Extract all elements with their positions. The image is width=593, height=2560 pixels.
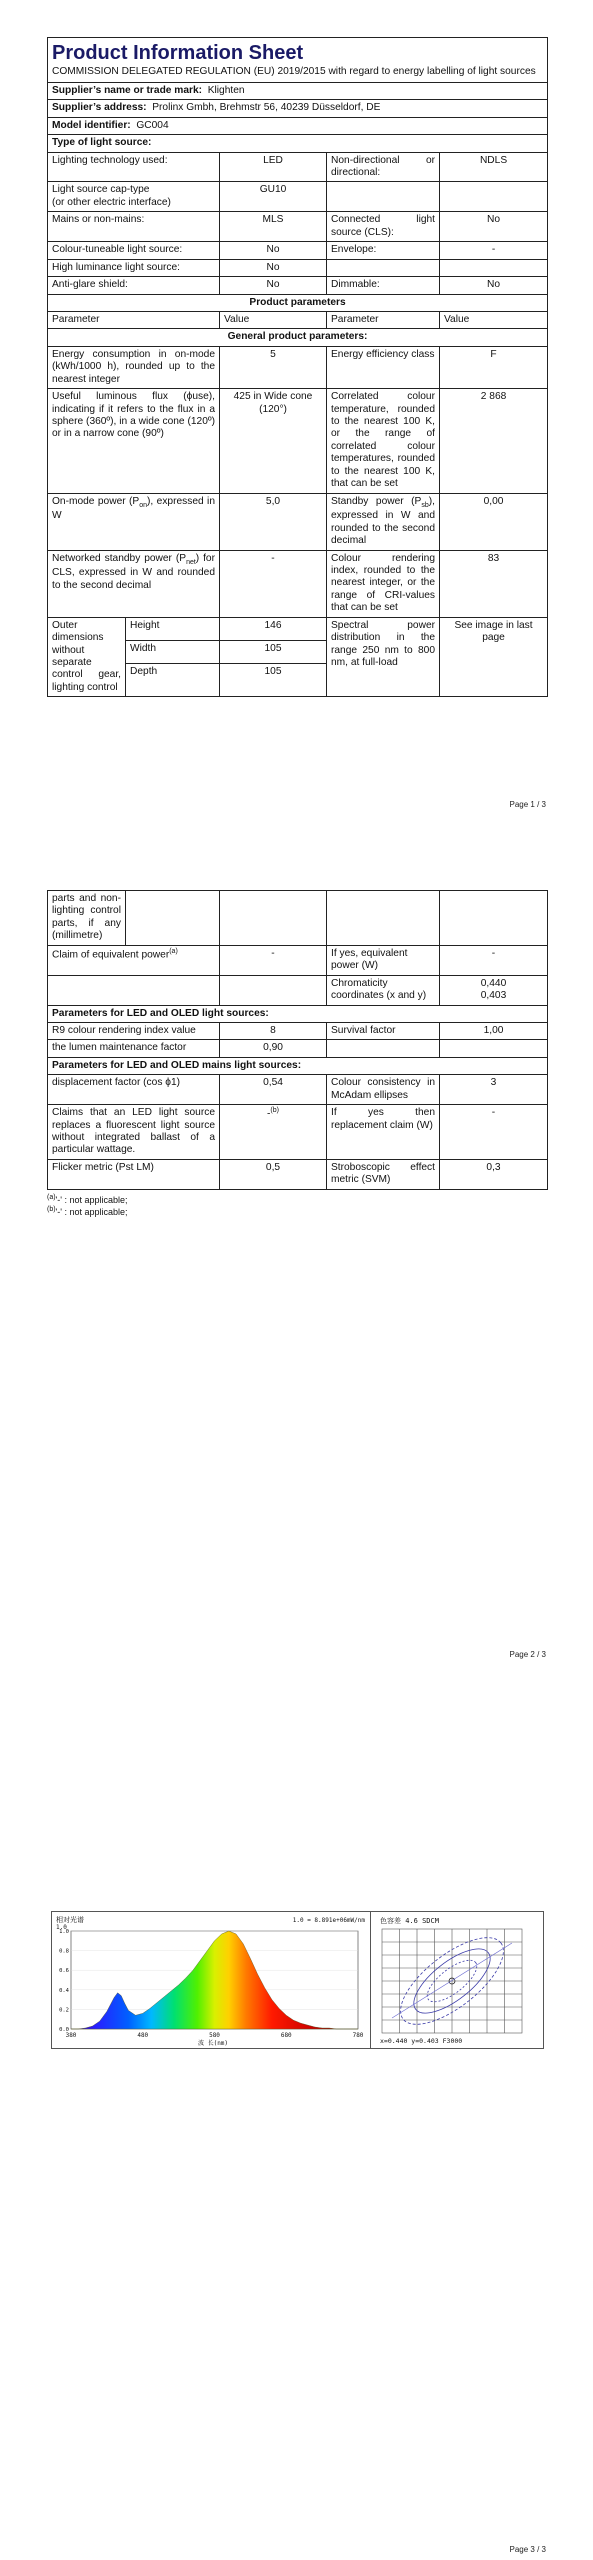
on-mode-power-label xyxy=(48,493,220,550)
spectrum-y-tick-label: 0.6 xyxy=(59,1968,69,1975)
colour-tuneable-label: Colour-tuneable light source: xyxy=(48,242,220,259)
lighting-technology-value: LED xyxy=(220,152,327,182)
info-table-part-1 xyxy=(47,37,548,697)
anti-glare-value: No xyxy=(220,277,327,294)
col-head-parameter-2: Parameter xyxy=(327,311,440,328)
height-label: Height xyxy=(126,617,220,640)
flux-row xyxy=(48,389,548,494)
r9-value: 8 xyxy=(220,1022,327,1039)
energy-consumption-label: Energy consumption in on-mode (kWh/1000 h), rounded up to the nearest integer xyxy=(48,346,220,388)
fluorescent-claim-label: Claims that an LED light source replaces a fluorescent light source without integrated ballast of a particular wattage. xyxy=(48,1105,220,1160)
equivalent-power-w-value: - xyxy=(440,945,548,975)
page-1-footer: Page 1 / 3 xyxy=(509,800,546,809)
cls-label: Connected light source (CLS): xyxy=(327,212,440,242)
dimensions-label-part-2: parts and non-lighting control parts, if any (millimetre) xyxy=(48,891,126,946)
depth-value: 105 xyxy=(220,664,327,697)
high-luminance-extra-value xyxy=(440,259,548,276)
page-3 xyxy=(0,1700,593,2560)
footnote-b-sup: (b) xyxy=(47,1205,56,1213)
address-value: Prolinx Gmbh, Brehmstr 56, 40239 Düsseldorf, DE xyxy=(152,102,381,114)
envelope-label: Envelope: xyxy=(327,242,440,259)
ellipse-grid xyxy=(382,1929,522,2033)
spectrum-y-tick-label: 0.4 xyxy=(59,1987,69,1994)
cct-value: 2 868 xyxy=(440,389,548,494)
regulation-text: COMMISSION DELEGATED REGULATION (EU) 2019/2015 with regard to energy labelling of light sources xyxy=(52,66,536,78)
networked-standby-sub: net xyxy=(186,558,196,566)
spectrum-y-tick-label: 1.0 xyxy=(59,1929,69,1935)
spectrum-curve xyxy=(71,1931,358,2029)
equivalent-power-w-label: If yes, equivalent power (W) xyxy=(327,945,440,975)
cri-value: 83 xyxy=(440,550,548,617)
model-value: GC004 xyxy=(136,119,169,131)
divider xyxy=(370,1912,371,2048)
supplier-value: Klighten xyxy=(207,84,245,96)
page-2-footer: Page 2 / 3 xyxy=(509,1650,546,1659)
mains-row-2 xyxy=(48,1105,548,1160)
cls-value: No xyxy=(440,212,548,242)
dimensions-continued-row xyxy=(48,891,548,946)
equivalent-power-row xyxy=(48,945,548,975)
ellipse-readout: x=0.440 y=0.403 F3000 xyxy=(380,2037,463,2045)
model-row xyxy=(48,117,548,134)
supplier-row xyxy=(48,82,548,99)
chromaticity-x: 0,440 xyxy=(480,977,507,989)
supplier-label: Supplier’s name or trade mark: xyxy=(52,84,203,96)
energy-class-label: Energy efficiency class xyxy=(327,346,440,388)
mains-row-1 xyxy=(48,1075,548,1105)
spectrum-chart xyxy=(53,1913,368,2047)
led-heading: Parameters for LED and OLED light sources: xyxy=(48,1005,548,1022)
replacement-claim-label: If yes then replacement claim (W) xyxy=(327,1105,440,1160)
stroboscopic-label: Stroboscopic effect metric (SVM) xyxy=(327,1159,440,1189)
standby-power-label-a: Standby power (P xyxy=(331,495,422,507)
spectrum-report-image xyxy=(51,1911,544,2049)
spectrum-x-tick-label: 580 xyxy=(209,2032,220,2039)
footnote-a-text: '-' : not applicable; xyxy=(55,1194,128,1205)
dimmable-value: No xyxy=(440,277,548,294)
fluorescent-claim-value xyxy=(220,1105,327,1160)
cap-type-extra-value xyxy=(440,182,548,212)
energy-class-value: F xyxy=(440,346,548,388)
type-row-2 xyxy=(48,182,548,212)
standby-power-value: 0,00 xyxy=(440,493,548,550)
led-row-2 xyxy=(48,1040,548,1057)
mains-value: MLS xyxy=(220,212,327,242)
networked-standby-label-a: Networked standby power (P xyxy=(52,552,187,564)
anti-glare-label: Anti-glare shield: xyxy=(48,277,220,294)
spectral-value: See image in last page xyxy=(440,617,548,697)
luminous-flux-value: 425 in Wide cone (120°) xyxy=(220,389,327,494)
lumen-maintenance-value: 0,90 xyxy=(220,1040,327,1057)
colour-tolerance-diagram xyxy=(372,1913,542,2047)
general-heading-row xyxy=(48,329,548,346)
colour-consistency-value: 3 xyxy=(440,1075,548,1105)
high-luminance-extra-label xyxy=(327,259,440,276)
address-row xyxy=(48,100,548,117)
col-head-parameter-1: Parameter xyxy=(48,311,220,328)
equivalent-power-value: - xyxy=(220,945,327,975)
spectrum-formula: 1.0 = 8.891e+06mW/nm xyxy=(292,1917,365,1924)
page-1 xyxy=(0,0,593,820)
colour-tuneable-value: No xyxy=(220,242,327,259)
address-label: Supplier’s address: xyxy=(52,102,147,114)
displacement-factor-label: displacement factor (cos ϕ1) xyxy=(48,1075,220,1105)
power-row xyxy=(48,493,548,550)
type-row-4 xyxy=(48,242,548,259)
fluorescent-claim-sup: (b) xyxy=(270,1107,279,1115)
footnote-a-sup: (a) xyxy=(47,1193,56,1201)
chromaticity-row xyxy=(48,975,548,1005)
page-2 xyxy=(0,850,593,1670)
spectrum-x-tick-label: 780 xyxy=(352,2032,364,2039)
on-mode-power-value: 5,0 xyxy=(220,493,327,550)
led-row-1 xyxy=(48,1022,548,1039)
high-luminance-value: No xyxy=(220,259,327,276)
spectrum-y-ticks xyxy=(59,1929,70,2033)
flicker-value: 0,5 xyxy=(220,1159,327,1189)
type-heading: Type of light source: xyxy=(48,135,548,152)
survival-factor-value: 1,00 xyxy=(440,1022,548,1039)
title-row xyxy=(48,38,548,83)
spectrum-y-tick-label: 0.8 xyxy=(59,1948,69,1955)
survival-factor-label: Survival factor xyxy=(327,1022,440,1039)
footnotes xyxy=(47,1194,547,1218)
info-table-part-2 xyxy=(47,890,548,1190)
stroboscopic-value: 0,3 xyxy=(440,1159,548,1189)
standby-power-label xyxy=(327,493,440,550)
replacement-claim-value: - xyxy=(440,1105,548,1160)
lumen-maintenance-extra-label xyxy=(327,1040,440,1057)
general-heading: General product parameters: xyxy=(48,329,548,346)
cap-type-extra-label xyxy=(327,182,440,212)
product-params-heading: Product parameters xyxy=(48,294,548,311)
col-head-value-1: Value xyxy=(220,311,327,328)
mains-heading: Parameters for LED and OLED mains light sources: xyxy=(48,1057,548,1074)
spectrum-x-tick-label: 380 xyxy=(65,2032,77,2039)
equivalent-power-label-text: Claim of equivalent power xyxy=(52,949,170,961)
lumen-maintenance-label: the lumen maintenance factor xyxy=(48,1040,220,1057)
footnote-b xyxy=(47,1206,547,1218)
dimmable-label: Dimmable: xyxy=(327,277,440,294)
cap-type-value: GU10 xyxy=(220,182,327,212)
product-params-heading-row xyxy=(48,294,548,311)
spectrum-y-tick-label: 0.0 xyxy=(59,2027,69,2033)
spectrum-ymax-label: 1.0 xyxy=(56,1924,67,1931)
dimensions-label-part-1: Outer dimensions without separate control gear, lighting control xyxy=(48,617,126,697)
luminous-flux-label: Useful luminous flux (ϕuse), indicating if it refers to the flux in a sphere (360º), in a wide cone (120º) or in a narrow cone (90º) xyxy=(48,389,220,494)
mains-heading-row xyxy=(48,1057,548,1074)
displacement-factor-value: 0,54 xyxy=(220,1075,327,1105)
type-row-3 xyxy=(48,212,548,242)
on-mode-power-label-b: ), expressed in W xyxy=(52,495,215,522)
spectral-label: Spectral power distribution in the range 250 nm to 800 nm, at full-load xyxy=(327,617,440,697)
width-label: Width xyxy=(126,641,220,664)
page-3-footer: Page 3 / 3 xyxy=(509,2545,546,2554)
on-mode-power-sub: on xyxy=(139,501,148,509)
equivalent-power-sup: (a) xyxy=(169,947,178,955)
cri-label: Colour rendering index, rounded to the nearest integer, or the range of CRI-values that can be set xyxy=(327,550,440,617)
spectrum-x-tick-label: 480 xyxy=(137,2032,149,2039)
spectrum-x-tick-label: 680 xyxy=(280,2032,292,2039)
lighting-technology-label: Lighting technology used: xyxy=(48,152,220,182)
equivalent-power-label xyxy=(48,945,220,975)
networked-standby-label xyxy=(48,550,220,617)
spectrum-y-tick-label: 0.2 xyxy=(59,2007,69,2014)
chromaticity-label: Chromaticity coordinates (x and y) xyxy=(327,975,440,1005)
networked-standby-value: - xyxy=(220,550,327,617)
mains-row-3 xyxy=(48,1159,548,1189)
spectrum-ylabel: 相对光谱 xyxy=(56,1916,84,1924)
footnote-b-text: '-' : not applicable; xyxy=(55,1206,128,1217)
lumen-maintenance-extra-value xyxy=(440,1040,548,1057)
chromaticity-y: 0,403 xyxy=(480,990,507,1002)
standby-power-label-b: ), expressed in W and rounded to the second decimal xyxy=(331,495,435,547)
colour-consistency-label: Colour consistency in McAdam ellipses xyxy=(327,1075,440,1105)
fluorescent-claim-value-text: - xyxy=(267,1108,271,1120)
cct-label: Correlated colour temperature, rounded to the nearest 100 K, or the range of correlated colour temperatures, rounded to the nearest 100 K, that can be set xyxy=(327,389,440,494)
chromaticity-value xyxy=(440,975,548,1005)
height-value: 146 xyxy=(220,617,327,640)
ellipse-title: 色容差 4.6 SDCM xyxy=(380,1917,439,1925)
led-heading-row xyxy=(48,1005,548,1022)
energy-consumption-value: 5 xyxy=(220,346,327,388)
on-mode-power-label-a: On-mode power (P xyxy=(52,495,140,507)
spectrum-xlabel: 波 长(nm) xyxy=(197,2040,229,2047)
spectrum-x-ticks xyxy=(66,2032,364,2039)
type-row-6 xyxy=(48,277,548,294)
flicker-label: Flicker metric (Pst LM) xyxy=(48,1159,220,1189)
r9-label: R9 colour rendering index value xyxy=(48,1022,220,1039)
networked-row xyxy=(48,550,548,617)
energy-row xyxy=(48,346,548,388)
standby-power-sub: sb xyxy=(421,501,429,509)
width-value: 105 xyxy=(220,641,327,664)
sheet-title: Product Information Sheet xyxy=(52,42,304,64)
info-sheet-part-2 xyxy=(47,890,547,1218)
mains-label: Mains or non-mains: xyxy=(48,212,220,242)
col-head-value-2: Value xyxy=(440,311,548,328)
dimensions-row-1 xyxy=(48,617,548,640)
high-luminance-label: High luminance light source: xyxy=(48,259,220,276)
cap-type-label: Light source cap-type (or other electric interface) xyxy=(48,182,220,212)
directional-label: Non-directional or directional: xyxy=(327,152,440,182)
depth-label: Depth xyxy=(126,664,220,697)
footnote-a xyxy=(47,1194,547,1206)
envelope-value: - xyxy=(440,242,548,259)
directional-value: NDLS xyxy=(440,152,548,182)
networked-standby-label-b: ) for CLS, expressed in W and rounded to the second decimal xyxy=(52,552,215,591)
column-heads-row xyxy=(48,311,548,328)
type-row-5 xyxy=(48,259,548,276)
info-sheet-part-1 xyxy=(47,37,547,697)
type-heading-row xyxy=(48,135,548,152)
type-row-1 xyxy=(48,152,548,182)
model-label: Model identifier: xyxy=(52,119,131,131)
